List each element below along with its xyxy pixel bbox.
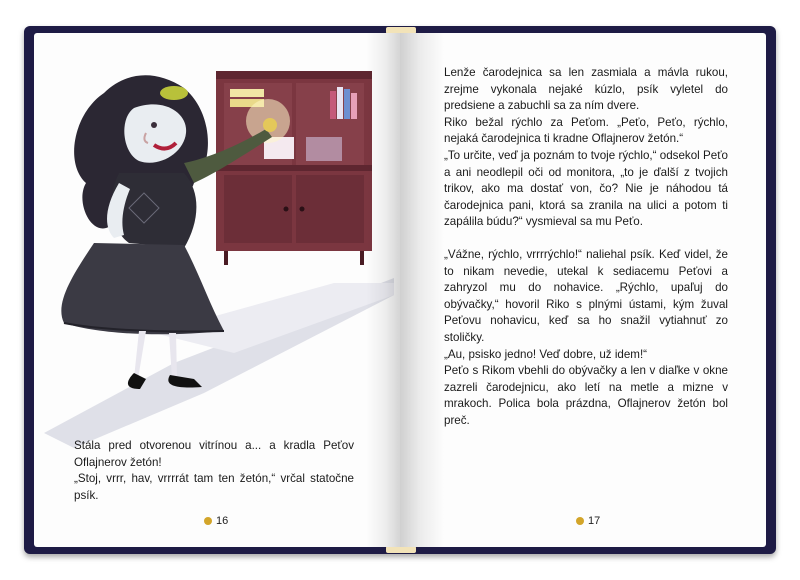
spine-band-bottom [386,546,416,553]
right-paragraph-2-line-1: „Vážne, rýchlo, vrrrrýchlo!“ naliehal psík. Keď videl, že to nikam nevedie, utekal k sediacemu Peťovi a zahryzol mu do nohavice. „Rýchlo, upaľuj do obývačky,“ hovoril Riko s plnými ústami, kým žuval Peťovu nohavicu, keď sa ho snažil vytiahnuť zo stoličky. [444,247,728,344]
left-page [34,33,400,547]
right-page-text [444,65,728,429]
right-paragraph-1-line-1: Lenže čarodejnica sa len zasmiala a mávla rukou, zrejme vykonala nejaké kúzlo, psík vyletel do predsiene a zabuchli sa za ním dvere. [444,66,728,113]
page-number-dot-icon [204,517,212,525]
right-page-number-text: 17 [588,515,601,527]
right-page-gutter-shadow [400,33,444,547]
left-page-text [74,438,354,504]
left-paragraph-2: „Stoj, vrrr, hav, vrrrrát tam ten žetón,“ vrčal statočne psík. [74,472,354,502]
left-paragraph-1: Stála pred otvorenou vitrínou a... a kradla Peťov Oflajnerov žetón! [74,439,354,469]
paragraph-spacer [444,231,728,247]
left-page-gutter-shadow [366,33,400,547]
witch-stealing-token-illustration [34,33,400,453]
right-paragraph-1-line-2: Riko bežal rýchlo za Peťom. „Peťo, Peťo, rýchlo, nejaká čarodejnica ti kradne Oflajnerov žetón.“ [444,115,728,146]
right-paragraph-2-line-3: Peťo s Rikom vbehli do obývačky a len v diaľke v okne zazreli čarodejnicu, ako letí na metle a mizne v mrakoch. Polica bola prázdna, Oflajnerov žetón bol preč. [444,364,728,427]
right-paragraph-1-line-3: „To určite, veď ja poznám to tvoje rýchlo,“ odsekol Peťo a ani neodlepil oči od monitora, „to je ďalší z tvojich trikov, ako ma dostať von, čo? Nie je náhodou tá čarodejnica pani, ktorá sa zranila na ulici a potom ti zapálila búdu?“ vysmieval sa mu Peťo. [444,148,728,229]
display-cabinet [216,71,372,265]
right-paragraph-2-line-2: „Au, psisko jedno! Veď dobre, už idem!“ [444,347,648,361]
page-number-dot-icon [576,517,584,525]
right-page-number [576,515,600,527]
right-page [400,33,766,547]
left-page-number-text: 16 [216,515,229,527]
left-page-number [204,515,228,527]
